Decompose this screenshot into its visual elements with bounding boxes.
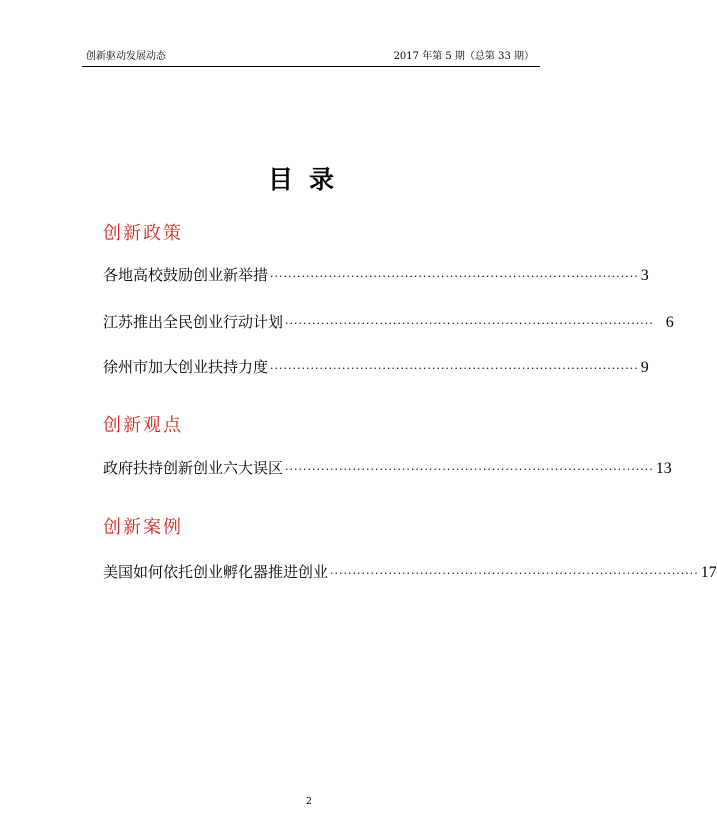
section-heading-viewpoint: 创新观点 [103, 415, 183, 436]
toc-entry[interactable] [103, 311, 674, 335]
dot-leader: ·················································································· [330, 567, 699, 580]
toc-entry-page: 13 [655, 460, 672, 477]
toc-entry-title: 江苏推出全民创业行动计划 [103, 313, 284, 331]
toc-entry-page: 9 [640, 359, 649, 376]
toc-entry-page: 6 [665, 314, 674, 331]
page-number: 2 [306, 797, 312, 807]
section-heading-cases: 创新案例 [103, 517, 183, 538]
toc-entry[interactable] [103, 457, 672, 481]
toc-entry[interactable] [103, 561, 717, 585]
toc-entry-page: 17 [700, 564, 717, 581]
toc-title: 目录 [267, 165, 350, 194]
dot-leader: ·················································································· [270, 362, 639, 375]
section-heading-policy: 创新政策 [103, 223, 183, 244]
toc-entry-title: 徐州市加大创业扶持力度 [103, 358, 269, 376]
dot-leader: ·················································································· [285, 463, 654, 476]
issue-info: 2017 年第 5 期（总第 33 期） [393, 51, 534, 62]
toc-entry[interactable] [103, 356, 649, 380]
toc-entry-title: 各地高校鼓励创业新举措 [103, 266, 269, 284]
dot-leader: ·················································································· [285, 317, 654, 330]
toc-entry-title: 美国如何依托创业孵化器推进创业 [103, 563, 329, 581]
publication-name: 创新驱动发展动态 [86, 51, 166, 62]
toc-entry-page: 3 [640, 267, 649, 284]
toc-entry-title: 政府扶持创新创业六大误区 [103, 459, 284, 477]
running-header [82, 48, 540, 67]
toc-entry[interactable] [103, 264, 649, 288]
dot-leader: ·················································································· [270, 270, 639, 283]
